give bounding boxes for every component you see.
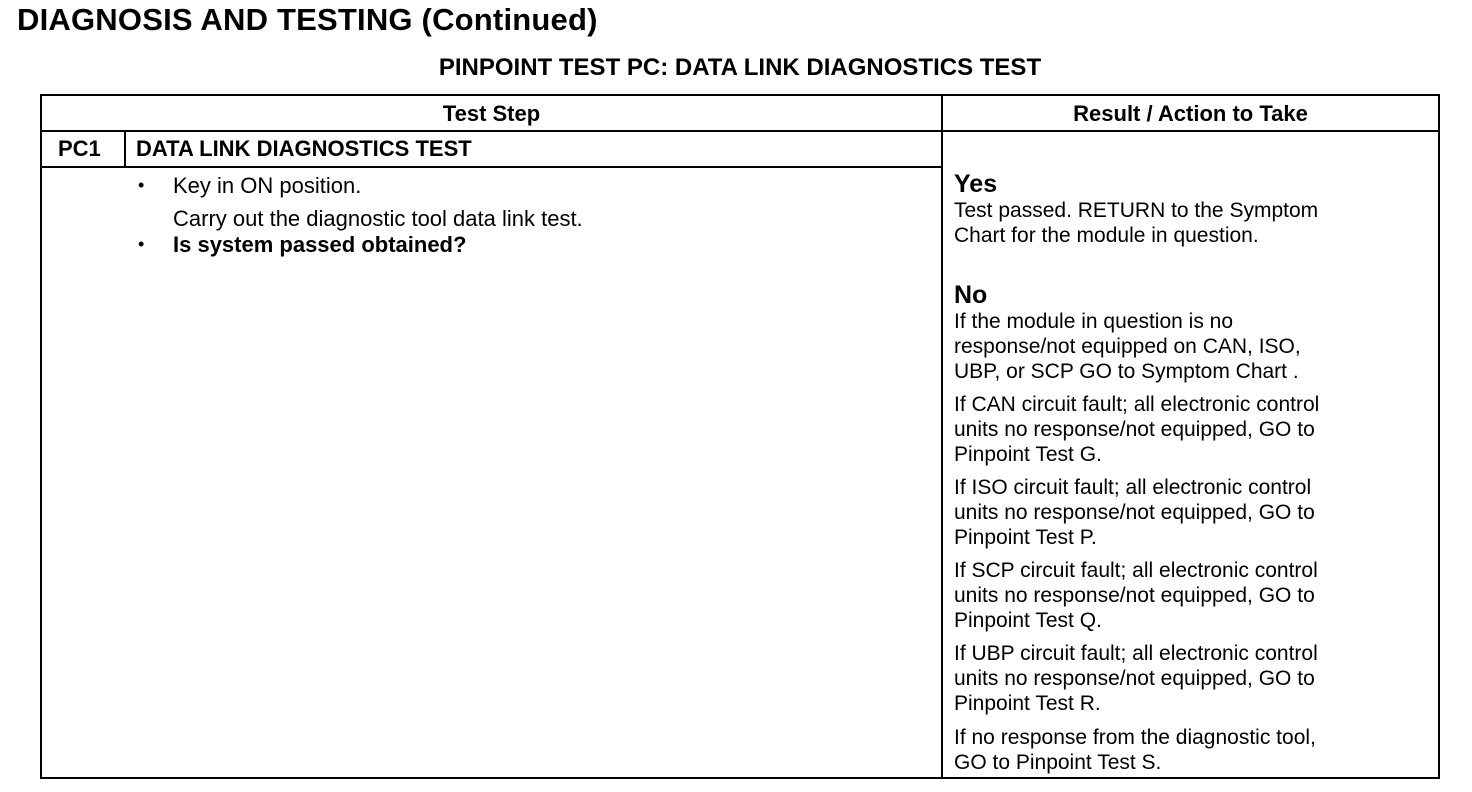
result-no-action: If CAN circuit fault; all electronic control units no response/not equipped, GO to Pinpoint Test G. xyxy=(954,393,1320,466)
result-no-action: If SCP circuit fault; all electronic control units no response/not equipped, GO to Pinpoint Test Q. xyxy=(954,559,1318,632)
result-no-label: No xyxy=(954,281,988,309)
instruction-item: Key in ON position. xyxy=(173,173,362,198)
result-no-action: If no response from the diagnostic tool, GO to Pinpoint Test S. xyxy=(954,726,1316,774)
step-title: DATA LINK DIAGNOSTICS TEST xyxy=(136,136,472,161)
header-test-step: Test Step xyxy=(442,101,541,126)
pinpoint-test-title: PINPOINT TEST PC: DATA LINK DIAGNOSTICS TEST xyxy=(438,54,1042,81)
pinpoint-test-table xyxy=(40,94,1440,779)
result-yes-action: Test passed. RETURN to the Symptom Chart for the module in question. xyxy=(954,199,1319,247)
result-no-action: If ISO circuit fault; all electronic control units no response/not equipped, GO to Pinpoint Test P. xyxy=(954,476,1315,549)
bullet-icon: • xyxy=(138,234,145,254)
instruction-question: Is system passed obtained? xyxy=(173,232,467,257)
result-no-action: If the module in question is no response/not equipped on CAN, ISO, UBP, or SCP GO to Symptom Chart . xyxy=(954,310,1301,383)
result-yes-label: Yes xyxy=(954,170,998,198)
step-id-divider xyxy=(124,131,126,167)
step-id: PC1 xyxy=(58,136,101,161)
column-divider xyxy=(941,96,943,777)
page-heading: DIAGNOSIS AND TESTING (Continued) xyxy=(17,2,598,37)
result-no-action: If UBP circuit fault; all electronic control units no response/not equipped, GO to Pinpoint Test R. xyxy=(954,642,1318,715)
bullet-icon: • xyxy=(138,175,145,195)
header-result-action: Result / Action to Take xyxy=(1073,101,1308,126)
step-row-divider xyxy=(42,166,942,168)
instruction-item: Carry out the diagnostic tool data link test. xyxy=(173,206,583,231)
